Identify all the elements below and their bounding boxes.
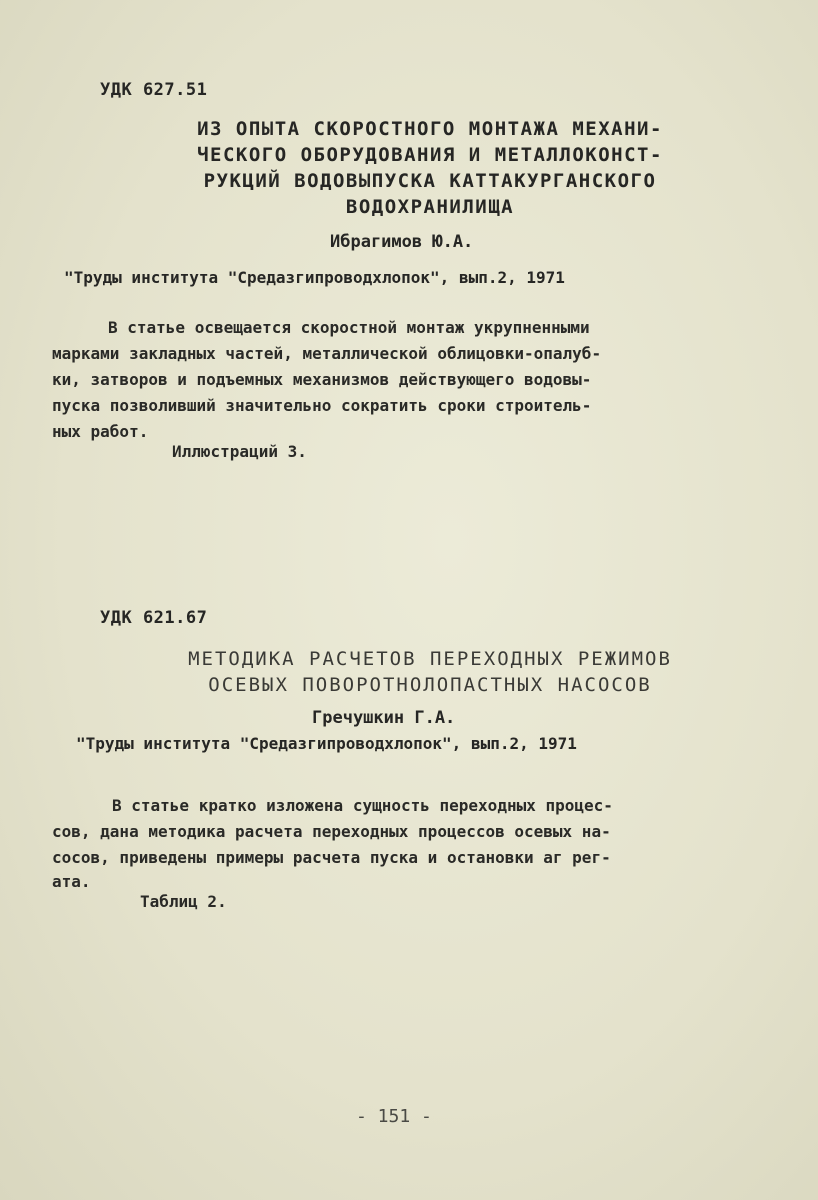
title-line: ВОДОХРАНИЛИЩА: [345, 196, 515, 218]
abstract-line: ных работ.: [52, 422, 149, 441]
title-line: ИЗ ОПЫТА СКОРОСТНОГО МОНТАЖА МЕХАНИ-: [197, 118, 663, 140]
title-line: МЕТОДИКА РАСЧЕТОВ ПЕРЕХОДНЫХ РЕЖИМОВ: [188, 648, 672, 670]
abstract-line: пуска позволивший значительно сократить сроки строитель-: [52, 396, 592, 415]
page-number: - 151 -: [356, 1106, 432, 1127]
author-1: Ибрагимов Ю.А.: [330, 232, 474, 252]
abstract-line: ки, затворов и подъемных механизмов действующего водовы-: [52, 370, 592, 389]
abstract-line: ата.: [52, 872, 91, 891]
title-line: ЧЕСКОГО ОБОРУДОВАНИЯ И МЕТАЛЛОКОНСТ-: [197, 144, 663, 166]
abstract-line: В статье кратко изложена сущность переходных процес-: [112, 796, 613, 815]
udk-code-2: УДК 621.67: [100, 608, 208, 628]
abstract-line: В статье освещается скоростной монтаж укрупненными: [108, 318, 590, 337]
illustrations-count: Иллюстраций 3.: [172, 442, 307, 461]
tables-count: Таблиц 2.: [140, 892, 227, 911]
title-line: РУКЦИЙ ВОДОВЫПУСКА КАТТАКУРГАНСКОГО: [203, 170, 657, 192]
abstract-line: сосов, приведены примеры расчета пуска и остановки аг рег-: [52, 848, 611, 867]
abstract-line: сов, дана методика расчета переходных процессов осевых на-: [52, 822, 611, 841]
source-2: "Труды института "Средазгипроводхлопок", вып.2, 1971: [76, 734, 577, 753]
title-line: ОСЕВЫХ ПОВОРОТНОЛОПАСТНЫХ НАСОСОВ: [208, 674, 652, 696]
udk-code-1: УДК 627.51: [100, 80, 208, 100]
abstract-line: марками закладных частей, металлической облицовки-опалуб-: [52, 344, 602, 363]
author-2: Гречушкин Г.А.: [312, 708, 456, 728]
article-title-1: [90, 116, 770, 220]
article-title-2: [90, 646, 770, 698]
source-1: "Труды института "Средазгипроводхлопок", вып.2, 1971: [64, 268, 565, 287]
